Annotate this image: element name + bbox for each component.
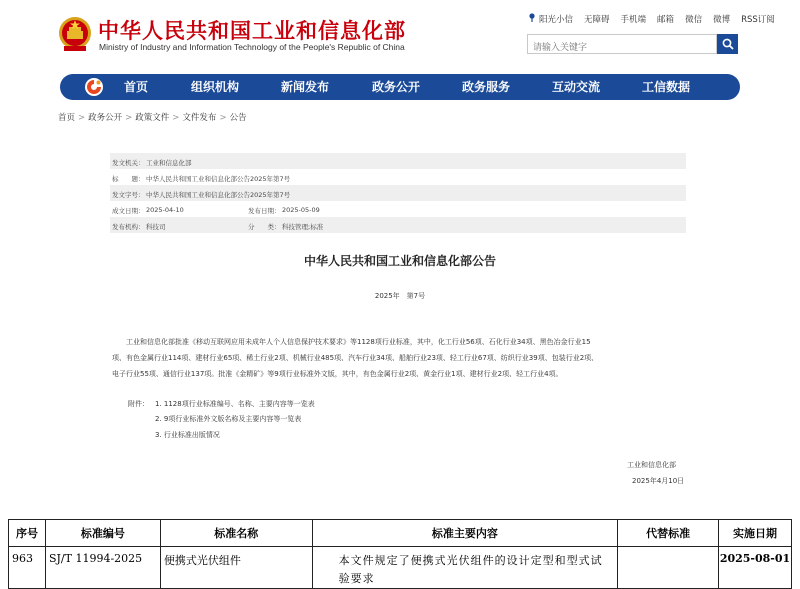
top-link-weibo[interactable]: 微博: [713, 15, 731, 25]
cell-name: 便携式光伏组件: [160, 547, 312, 589]
title-label: 标 题：: [112, 175, 145, 183]
title-value: 中华人民共和国工业和信息化部公告2025年第7号: [146, 175, 291, 183]
nav-item-organization[interactable]: 组织机构: [191, 80, 240, 94]
search-icon: [722, 35, 734, 54]
info-row-title: [110, 169, 686, 185]
nav-item-news[interactable]: 新闻发布: [281, 80, 330, 94]
docno-label: 发文字号：: [112, 191, 145, 199]
national-emblem-icon: [58, 16, 92, 52]
cell-code: SJ/T 11994-2025: [45, 547, 160, 589]
nav-item-data[interactable]: 工信数据: [642, 80, 691, 94]
nav-item-gov-affairs[interactable]: 政务公开: [372, 80, 421, 94]
top-links: [528, 13, 775, 25]
header-code: 标准编号: [45, 520, 160, 547]
created-label: 成文日期：: [112, 207, 145, 215]
breadcrumb-policy[interactable]: 政策文件: [135, 113, 170, 123]
created-value: 2025-04-10: [146, 206, 184, 214]
attachment-item[interactable]: 3. 行业标准出版情况: [155, 431, 220, 439]
org-value: 科技司: [146, 223, 166, 231]
breadcrumb-gov-affairs[interactable]: 政务公开: [88, 113, 123, 123]
header-name: 标准名称: [160, 520, 312, 547]
breadcrumb-release[interactable]: 文件发布: [182, 113, 217, 123]
breadcrumb-notice[interactable]: 公告: [229, 113, 247, 123]
top-link-accessibility[interactable]: 无障碍: [584, 15, 610, 25]
site-title[interactable]: 中华人民共和国工业和信息化部: [98, 19, 406, 43]
cell-seq: 963: [9, 547, 46, 589]
cell-date: 2025-08-01: [719, 547, 792, 589]
table-row: [9, 547, 792, 589]
issuer-value: 工业和信息化部: [146, 159, 192, 167]
standards-table: [8, 519, 792, 589]
info-row-issuer: [110, 153, 686, 169]
published-value: 2025-05-09: [282, 206, 320, 214]
published-label: 发布日期：: [248, 207, 281, 215]
attachment-item[interactable]: 1. 1128项行业标准编号、名称、主要内容等一览表: [155, 400, 315, 408]
org-label: 发布机构：: [112, 223, 145, 231]
site-title-en: Ministry of Industry and Information Technology of the People's Republic of China: [99, 42, 405, 52]
search-box: [527, 34, 717, 54]
document-title: 中华人民共和国工业和信息化部公告: [303, 254, 496, 268]
nav-item-home[interactable]: 首页: [124, 80, 149, 94]
issuer-label: 发文机关：: [112, 159, 145, 167]
info-row-dates: [110, 201, 686, 217]
document-number: 2025年 第7号: [374, 292, 426, 300]
category-label: 分 类：: [248, 223, 281, 231]
signer: 工业和信息化部: [627, 461, 676, 469]
info-row-org: [110, 217, 686, 233]
search-button[interactable]: [717, 34, 738, 54]
sunshine-icon: [528, 13, 536, 25]
search-input[interactable]: [528, 39, 718, 57]
header-replaces: 代替标准: [618, 520, 719, 547]
header-date: 实施日期: [719, 520, 792, 547]
miit-logo-icon: [84, 77, 104, 97]
sign-date: 2025年4月10日: [632, 477, 685, 485]
top-link-sunshine[interactable]: 阳光小信: [539, 15, 574, 25]
body-line: 电子行业55项、通信行业137项。批准《金精矿》等9项行业标准外文版，其中，有色金属行业2项、黄金行业1项、建材行业2项、轻工行业4项。: [112, 370, 563, 378]
header-seq: 序号: [9, 520, 46, 547]
table-header-row: [9, 520, 792, 547]
top-link-rss[interactable]: RSS订阅: [741, 15, 775, 25]
nav-item-interaction[interactable]: 互动交流: [552, 80, 601, 94]
top-link-wechat[interactable]: 微信: [685, 15, 703, 25]
cell-replaces: [618, 547, 719, 589]
breadcrumb: 首页 > 政务公开 > 政策文件 > 文件发布 > 公告: [58, 113, 247, 123]
info-row-docno: [110, 185, 686, 201]
cell-content: 本文件规定了便携式光伏组件的设计定型和型式试验要求: [312, 547, 618, 589]
docno-value: 中华人民共和国工业和信息化部公告2025年第7号: [146, 191, 291, 199]
attachment-label: 附件：: [128, 400, 149, 408]
header-content: 标准主要内容: [312, 520, 618, 547]
body-line: 工业和信息化部批准《移动互联网应用未成年人个人信息保护技术要求》等1128项行业标准，其中，化工行业56项、石化行业34项、黑色冶金行业15: [112, 338, 591, 346]
breadcrumb-home[interactable]: 首页: [58, 113, 76, 123]
top-link-mail[interactable]: 邮箱: [657, 15, 675, 25]
nav-item-gov-services[interactable]: 政务服务: [462, 80, 511, 94]
category-value: 科技管理;标准: [282, 223, 324, 231]
top-link-mobile[interactable]: 手机端: [620, 15, 647, 25]
body-line: 项、有色金属行业114项、建材行业65项、稀土行业2项、机械行业485项、汽车行业34项、船舶行业23项、轻工行业67项、纺织行业39项、包装行业2项、: [112, 354, 599, 362]
attachment-item[interactable]: 2. 9项行业标准外文版名称及主要内容等一览表: [155, 415, 302, 423]
